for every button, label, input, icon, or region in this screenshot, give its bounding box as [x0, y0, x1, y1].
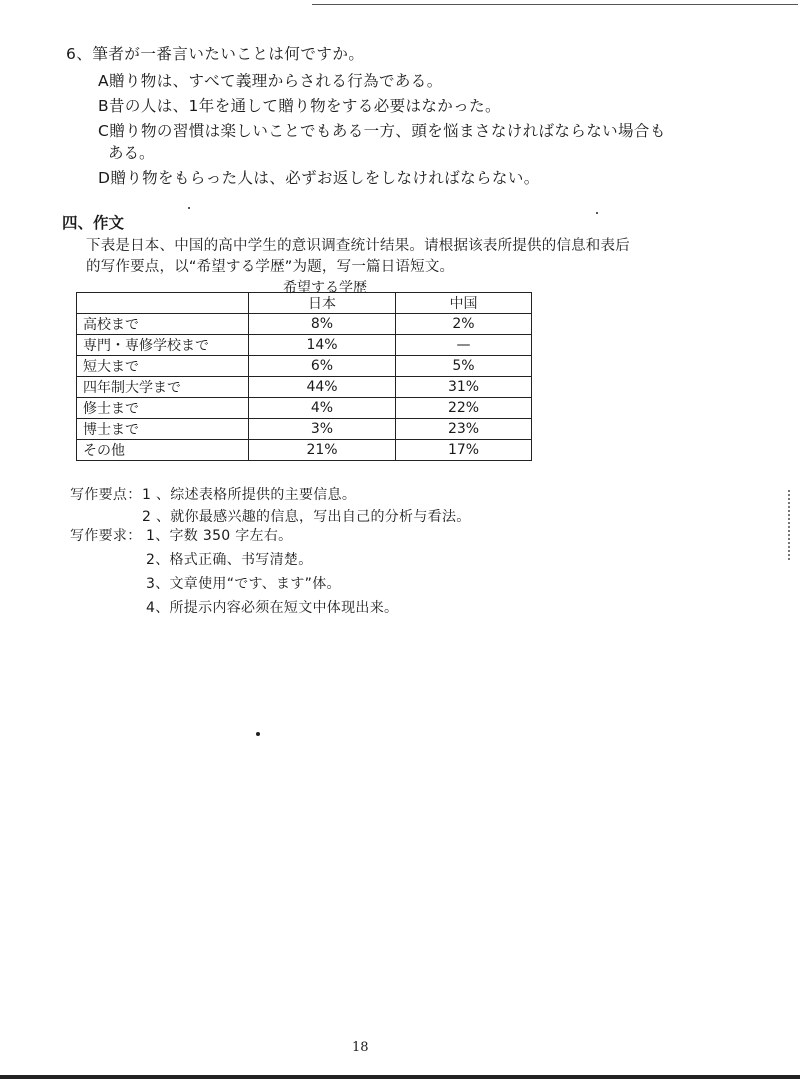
education-survey-table: [76, 292, 532, 461]
section-4-title: 四、作文: [62, 214, 125, 232]
header-china: 中国: [396, 293, 532, 314]
row-japan-value: 4%: [249, 398, 396, 419]
row-china-value: —: [396, 335, 532, 356]
row-japan-value: 3%: [249, 419, 396, 440]
option-d: D贈り物をもらった人は、必ずお返しをしなければならない。: [98, 169, 540, 187]
row-category: 四年制大学まで: [77, 377, 249, 398]
table-caption: 希望する学歴: [283, 280, 367, 296]
table-row: [77, 440, 532, 461]
writing-point-1: 1 、综述表格所提供的主要信息。: [142, 487, 357, 503]
top-rule: [312, 4, 798, 5]
header-japan: 日本: [249, 293, 396, 314]
option-b: B昔の人は、1年を通して贈り物をする必要はなかった。: [98, 97, 501, 115]
table-row: [77, 419, 532, 440]
row-japan-value: 14%: [249, 335, 396, 356]
header-blank: [77, 293, 249, 314]
row-china-value: 5%: [396, 356, 532, 377]
page-number: 18: [352, 1040, 369, 1055]
scan-speck-column: [788, 490, 796, 560]
table-row: [77, 377, 532, 398]
option-a: A贈り物は、すべて義理からされる行為である。: [98, 72, 443, 90]
option-c-continued: ある。: [108, 144, 155, 162]
writing-point-2: 2 、就你最感兴趣的信息，写出自己的分析与看法。: [142, 509, 471, 525]
writing-points-label: 写作要点：: [70, 487, 142, 503]
section-4-intro-line-1: 下表是日本、中国的高中学生的意识调查统计结果。请根据该表所提供的信息和表后: [86, 238, 630, 254]
row-category: 専門・専修学校まで: [77, 335, 249, 356]
scan-speck: [596, 212, 598, 214]
row-china-value: 17%: [396, 440, 532, 461]
writing-requirement-2: 2、格式正确、书写清楚。: [146, 552, 313, 568]
scan-speck: [256, 732, 260, 736]
writing-requirement-3: 3、文章使用“です、ます”体。: [146, 576, 341, 592]
row-japan-value: 44%: [249, 377, 396, 398]
writing-requirements-label: 写作要求：: [70, 528, 142, 544]
table-row: [77, 314, 532, 335]
row-category: その他: [77, 440, 249, 461]
table-row: [77, 335, 532, 356]
row-china-value: 31%: [396, 377, 532, 398]
row-category: 高校まで: [77, 314, 249, 335]
bottom-rule: [0, 1075, 800, 1079]
option-c: C贈り物の習慣は楽しいことでもある一方、頭を悩まさなければならない場合も: [98, 122, 666, 140]
table-header-row: [77, 293, 532, 314]
row-japan-value: 21%: [249, 440, 396, 461]
row-china-value: 2%: [396, 314, 532, 335]
row-japan-value: 6%: [249, 356, 396, 377]
table-row: [77, 356, 532, 377]
row-category: 修士まで: [77, 398, 249, 419]
row-japan-value: 8%: [249, 314, 396, 335]
row-category: 博士まで: [77, 419, 249, 440]
row-china-value: 23%: [396, 419, 532, 440]
question-6-title: 6、筆者が一番言いたいことは何ですか。: [66, 45, 365, 63]
scan-speck: [188, 207, 190, 209]
table-row: [77, 398, 532, 419]
section-4-intro-line-2: 的写作要点，以“希望する学歴”为题，写一篇日语短文。: [86, 259, 455, 275]
writing-requirement-4: 4、所提示内容必须在短文中体现出来。: [146, 600, 399, 616]
writing-requirement-1: 1、字数 350 字左右。: [146, 528, 293, 544]
row-category: 短大まで: [77, 356, 249, 377]
row-china-value: 22%: [396, 398, 532, 419]
